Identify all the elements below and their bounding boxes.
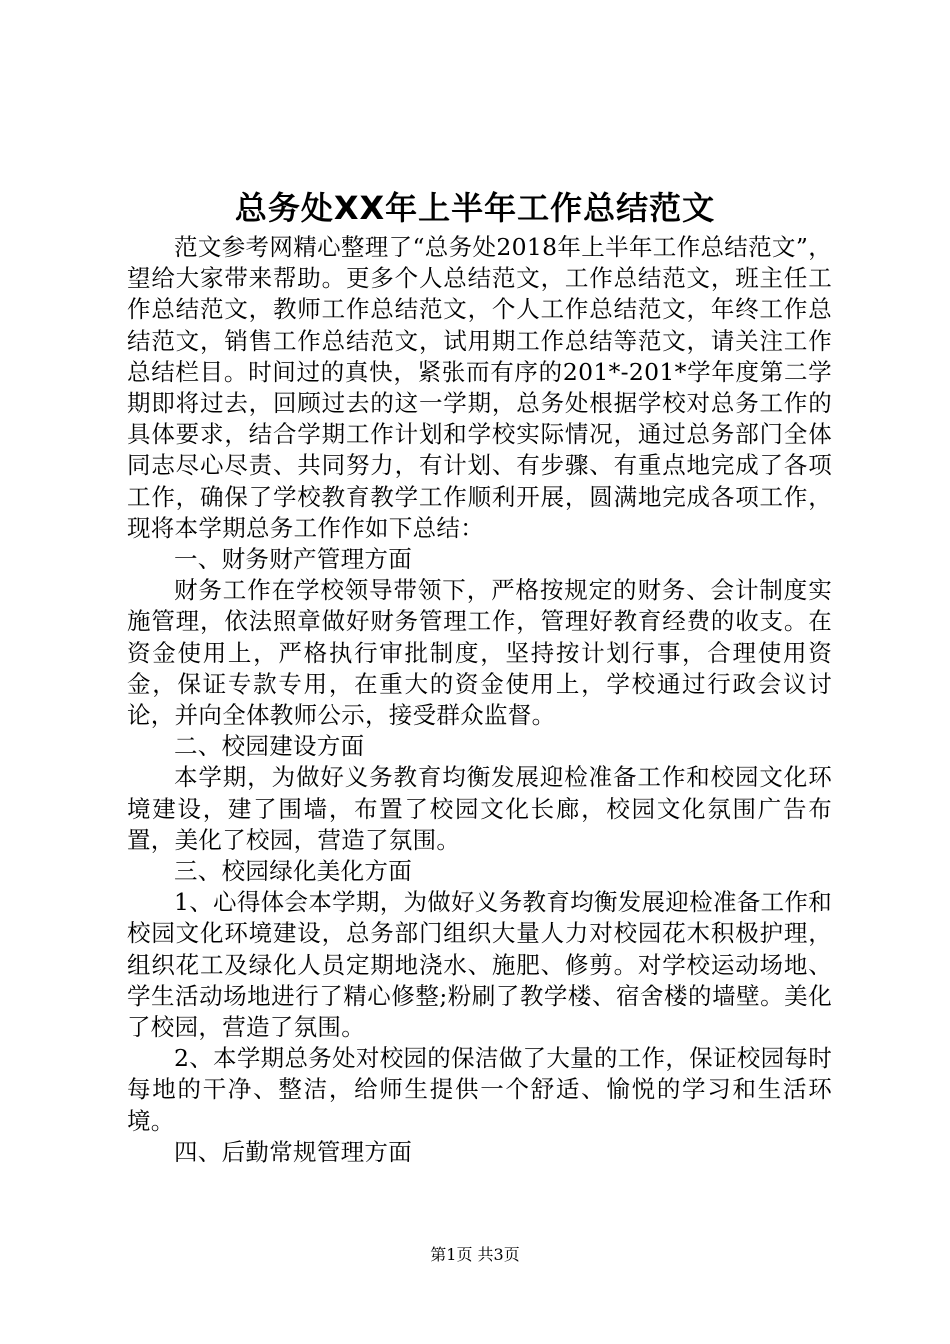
page-footer: 第1页 共3页 xyxy=(430,1245,520,1264)
document-title: 总务处XX年上半年工作总结范文 xyxy=(234,189,716,227)
campus-construction-paragraph: 本学期，为做好义务教育均衡发展迎检准备工作和校园文化环境建设，建了围墙，布置了校园文化长廊，校园文化氛围广告布置，美化了校园，营造了氛围。 xyxy=(127,763,832,854)
document-body xyxy=(127,232,832,1168)
greening-paragraph-2: 2、本学期总务处对校园的保洁做了大量的工作，保证校园每时每地的干净、整洁，给师生提供一个舒适、愉悦的学习和生活环境。 xyxy=(127,1044,832,1135)
finance-paragraph: 财务工作在学校领导带领下，严格按规定的财务、会计制度实施管理，依法照章做好财务管理工作，管理好教育经费的收支。在资金使用上，严格执行审批制度，坚持按计划行事，合理使用资金，保证专款专用，在重大的资金使用上，学校通过行政会议讨论，并向全体教师公示，接受群众监督。 xyxy=(127,576,832,730)
greening-paragraph-1: 1、心得体会本学期，为做好义务教育均衡发展迎检准备工作和校园文化环境建设，总务部门组织大量人力对校园花木积极护理，组织花工及绿化人员定期地浇水、施肥、修剪。对学校运动场地、学生活动场地进行了精心修整;粉刷了教学楼、宿舍楼的墙壁。美化了校园，营造了氛围。 xyxy=(127,888,832,1042)
section-heading-logistics: 四、后勤常规管理方面 xyxy=(174,1137,412,1166)
section-heading-campus-construction: 二、校园建设方面 xyxy=(174,732,365,761)
section-heading-finance: 一、财务财产管理方面 xyxy=(174,545,412,574)
intro-paragraph: 范文参考网精心整理了“总务处2018年上半年工作总结范文”，望给大家带来帮助。更多个人总结范文，工作总结范文，班主任工作总结范文，教师工作总结范文，个人工作总结范文，年终工作总结范文，销售工作总结范文，试用期工作总结等范文，请关注工作总结栏目。时间过的真快，紧张而有序的201*-201*学年度第二学期即将过去，回顾过去的这一学期，总务处根据学校对总务工作的具体要求，结合学期工作计划和学校实际情况，通过总务部门全体同志尽心尽责、共同努力，有计划、有步骤、有重点地完成了各项工作，确保了学校教育教学工作顺利开展，圆满地完成各项工作，现将本学期总务工作作如下总结： xyxy=(127,233,832,542)
section-heading-greening: 三、校园绿化美化方面 xyxy=(174,857,412,886)
